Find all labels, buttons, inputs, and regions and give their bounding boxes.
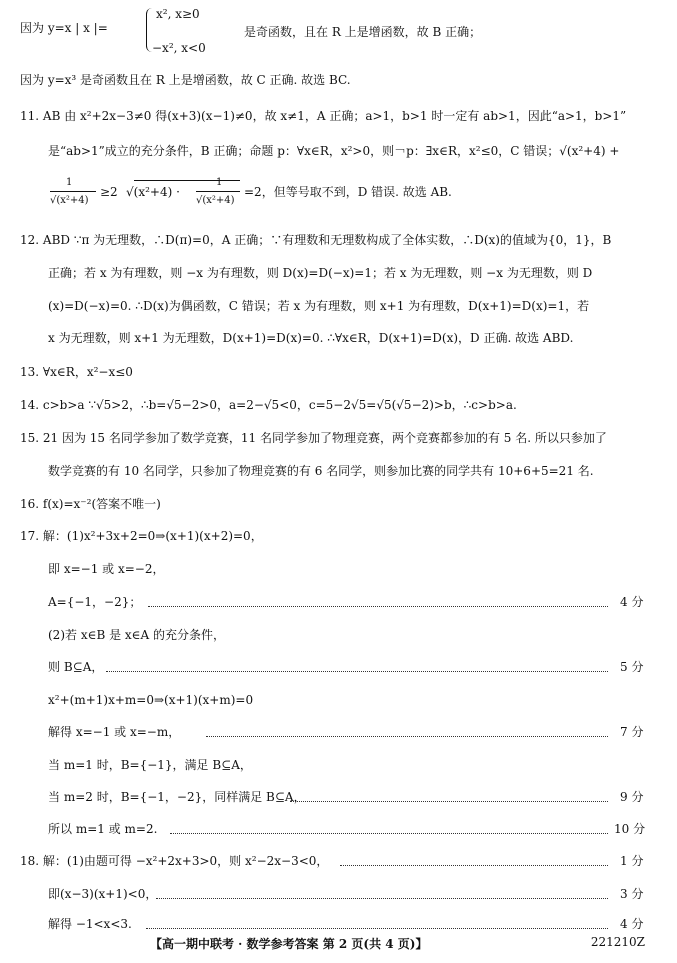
- q12-line-1: 12. ABD ∵π 为无理数，∴D(π)=0，A 正确；∵有理数和无理数构成了全体实数，∴D(x)的值域为{0，1}，B: [20, 233, 612, 247]
- q16-line: 16. f(x)=x⁻²(答案不唯一): [20, 497, 161, 511]
- q11-frac2-num: 1: [216, 177, 223, 188]
- q17-score-3: 7 分: [620, 725, 644, 739]
- q11-frac2-bar: [196, 191, 240, 192]
- q17-line-3: A={−1，−2}；: [48, 595, 142, 609]
- q17-dots-3: [206, 736, 608, 737]
- q15-line-2: 数学竞赛的有 10 名同学，只参加了物理竞赛的有 6 名同学，则参加比赛的同学共有 10+6+5=21 名.: [48, 464, 594, 478]
- q11-frac-den: √(x²+4): [50, 195, 89, 206]
- q17-score-1: 4 分: [620, 595, 644, 609]
- q18-dots-2: [156, 898, 608, 899]
- q17-line-2: 即 x=−1 或 x=−2，: [48, 562, 165, 576]
- q18-line-3: 解得 −1<x<3.: [48, 917, 132, 931]
- q13-line: 13. ∀x∈R，x²−x≤0: [20, 365, 133, 379]
- page-footer-code: 221210Z: [590, 935, 645, 949]
- q11-frac2-den: √(x²+4): [196, 195, 235, 206]
- q11-frac-bar: [50, 191, 96, 192]
- piecewise-case-1: x², x≥0: [156, 7, 200, 21]
- page-footer-title: 【高一期中联考 · 数学参考答案 第 2 页(共 4 页)】: [150, 937, 428, 951]
- q18-score-3: 4 分: [620, 917, 644, 931]
- q11-frac-num: 1: [66, 177, 73, 188]
- q17-score-5: 10 分: [614, 822, 646, 836]
- q17-line-9: 当 m=2 时，B={−1，−2}，同样满足 B⊆A，: [48, 790, 306, 804]
- q17-line-4: (2)若 x∈B 是 x∈A 的充分条件，: [48, 628, 226, 642]
- q17-dots-2: [106, 671, 608, 672]
- q14-line: 14. c>b>a ∵√5>2，∴b=√5−2>0，a=2−√5<0，c=5−2√5=√5(√5−2)>b，∴c>b>a.: [20, 398, 517, 412]
- q11-line-2: 是“ab>1”成立的充分条件，B 正确；命题 p：∀x∈R，x²>0，则￢p：∃x∈R，x²≤0，C 错误；√(x²+4) +: [48, 144, 620, 158]
- q17-line-7: 解得 x=−1 或 x=−m，: [48, 725, 181, 739]
- q17-line-1: 17. 解：(1)x²+3x+2=0⇒(x+1)(x+2)=0，: [20, 529, 263, 543]
- q18-score-2: 3 分: [620, 887, 644, 901]
- q18-line-1: 18. 解：(1)由题可得 −x²+2x+3>0，则 x²−2x−3<0，: [20, 854, 329, 868]
- q15-line-1: 15. 21 因为 15 名同学参加了数学竞赛，11 名同学参加了物理竞赛，两个竞赛都参加的有 5 名. 所以只参加了: [20, 431, 607, 445]
- q11-sqrt-expr: √(x²+4) ·: [126, 185, 180, 199]
- q18-score-1: 1 分: [620, 854, 644, 868]
- line-2: 因为 y=x³ 是奇函数且在 R 上是增函数，故 C 正确. 故选 BC.: [20, 73, 351, 87]
- q17-line-5: 则 B⊆A，: [48, 660, 104, 674]
- line-piecewise-intro: 因为 y=x | x |=: [20, 21, 108, 35]
- q17-dots-5: [170, 833, 608, 834]
- q17-dots-1: [148, 606, 608, 607]
- q17-dots-4: [290, 801, 608, 802]
- q11-big-sqrt-bar: [134, 180, 240, 181]
- q18-dots-3: [146, 928, 608, 929]
- q11-ge: ≥2: [100, 185, 118, 199]
- q17-line-10: 所以 m=1 或 m=2.: [48, 822, 158, 836]
- q17-line-8: 当 m=1 时，B={−1}，满足 B⊆A，: [48, 758, 252, 772]
- piecewise-case-2: −x², x<0: [152, 41, 206, 55]
- q12-line-4: x 为无理数，则 x+1 为无理数，D(x+1)=D(x)=0. ∴∀x∈R，D(x+1)=D(x)，D 正确. 故选 ABD.: [48, 331, 574, 345]
- q11-line-3-tail: =2，但等号取不到，D 错误. 故选 AB.: [244, 185, 452, 199]
- q11-line-1: 11. AB 由 x²+2x−3≠0 得(x+3)(x−1)≠0，故 x≠1，A 正确；a>1，b>1 时一定有 ab>1，因此“a>1，b>1”: [20, 109, 627, 123]
- q17-score-4: 9 分: [620, 790, 644, 804]
- q18-dots-1: [340, 865, 608, 866]
- q18-line-2: 即(x−3)(x+1)<0，: [48, 887, 158, 901]
- line-piecewise-tail: 是奇函数，且在 R 上是增函数，故 B 正确；: [244, 25, 482, 39]
- q12-line-2: 正确；若 x 为有理数，则 −x 为有理数，则 D(x)=D(−x)=1；若 x 为无理数，则 −x 为无理数，则 D: [48, 266, 593, 280]
- q17-score-2: 5 分: [620, 660, 644, 674]
- q12-line-3: (x)=D(−x)=0. ∴D(x)为偶函数，C 错误；若 x 为有理数，则 x+1 为有理数，D(x+1)=D(x)=1，若: [48, 299, 590, 313]
- q17-line-6: x²+(m+1)x+m=0⇒(x+1)(x+m)=0: [48, 693, 254, 707]
